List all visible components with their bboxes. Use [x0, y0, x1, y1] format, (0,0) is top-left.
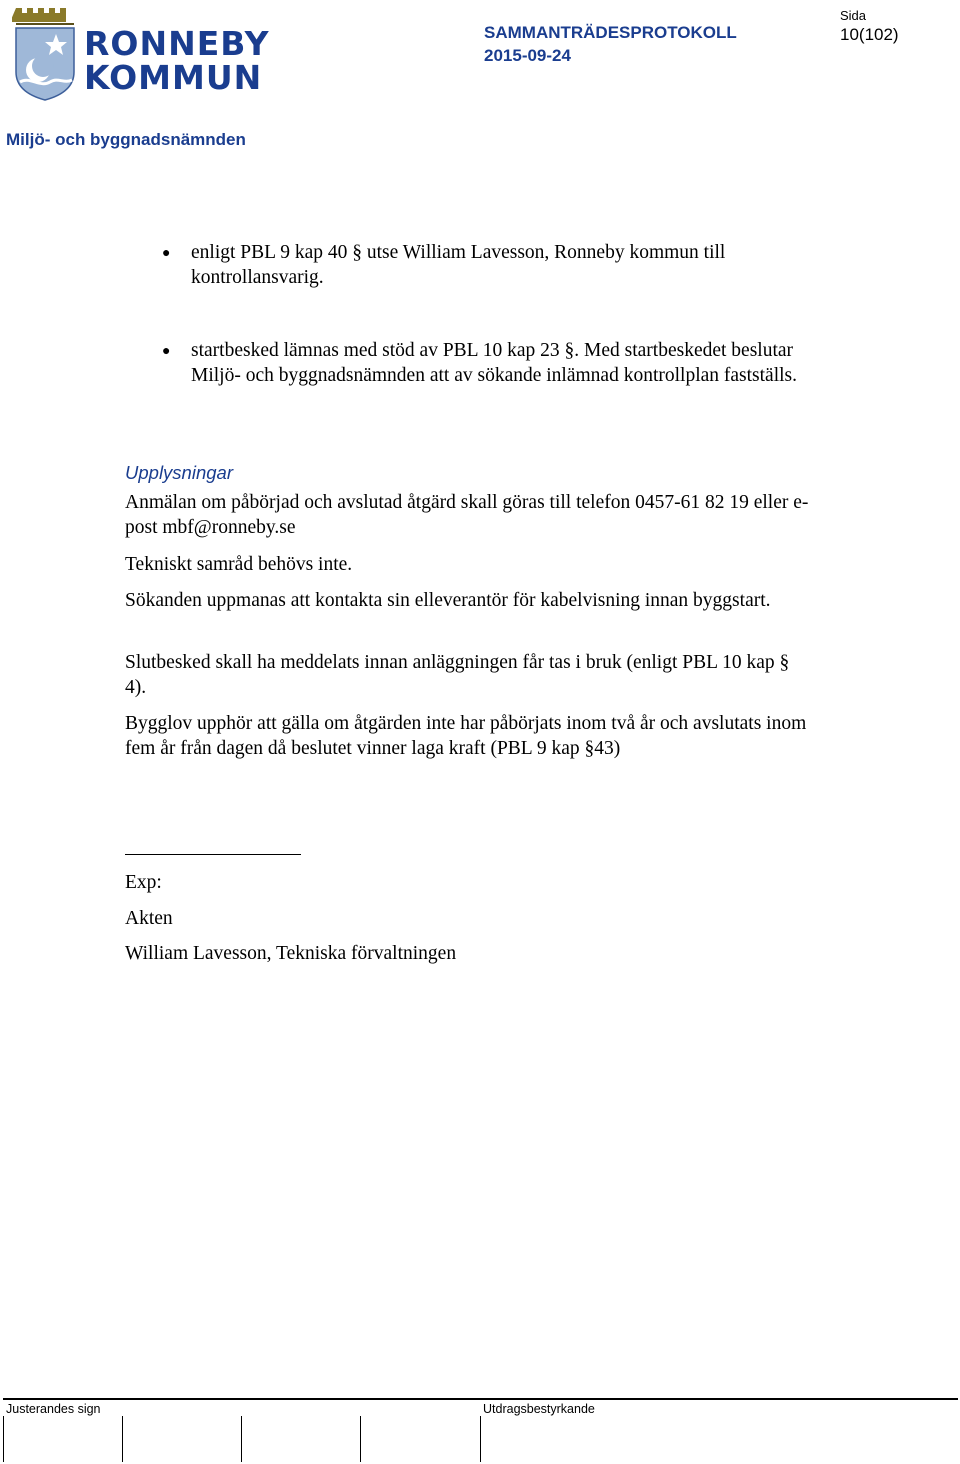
bullet-dot-icon: ● — [162, 246, 171, 261]
paragraph: Tekniskt samråd behövs inte. — [125, 554, 353, 575]
extract-certification-label: Utdragsbestyrkande — [483, 1402, 595, 1416]
recipient: Akten — [125, 908, 173, 929]
committee-name: Miljö- och byggnadsnämnden — [6, 130, 246, 149]
adjuster-sign-label: Justerandes sign — [6, 1402, 101, 1416]
meeting-date: 2015-09-24 — [484, 46, 571, 65]
paragraph: Bygglov upphör att gälla om åtgärden inte har påbörjats inom två år och avslutats inom fem år från dagen då beslutet vinner laga kraft (PBL 9 kap §43) — [125, 713, 807, 759]
document-type: SAMMANTRÄDESPROTOKOLL — [484, 23, 737, 42]
page-number: 10(102) — [840, 25, 899, 44]
bullet-dot-icon: ● — [162, 344, 171, 359]
separator-line — [125, 854, 301, 855]
signature-box — [3, 1416, 4, 1462]
paragraph: Sökanden uppmanas att kontakta sin elleverantör för kabelvisning innan byggstart. — [125, 590, 771, 611]
municipality-name-line1: RONNEBY — [84, 24, 270, 63]
coat-of-arms-icon — [12, 4, 78, 102]
bullet-item: startbesked lämnas med stöd av PBL 10 kap 23 §. Med startbeskedet beslutar Miljö- och byggnadsnämnden att av sökande inlämnad kontrollplan fastställs. — [191, 340, 798, 386]
municipality-name-line2: KOMMUN — [84, 58, 263, 97]
info-heading: Upplysningar — [125, 462, 233, 483]
signature-footer — [3, 1398, 958, 1464]
paragraph: Anmälan om påbörjad och avslutad åtgärd skall göras till telefon 0457-61 82 19 eller e-post mbf@ronneby.se — [125, 492, 809, 538]
bullet-item: enligt PBL 9 kap 40 § utse William Lavesson, Ronneby kommun till kontrollansvarig. — [191, 242, 726, 288]
recipient: William Lavesson, Tekniska förvaltningen — [125, 943, 457, 964]
signature-box — [480, 1416, 481, 1462]
signature-box — [241, 1416, 242, 1462]
signature-box — [122, 1416, 123, 1462]
exp-label: Exp: — [125, 872, 162, 893]
page-label: Sida — [840, 8, 867, 23]
paragraph: Slutbesked skall ha meddelats innan anläggningen får tas i bruk (enligt PBL 10 kap § 4). — [125, 652, 790, 698]
signature-box — [360, 1416, 361, 1462]
